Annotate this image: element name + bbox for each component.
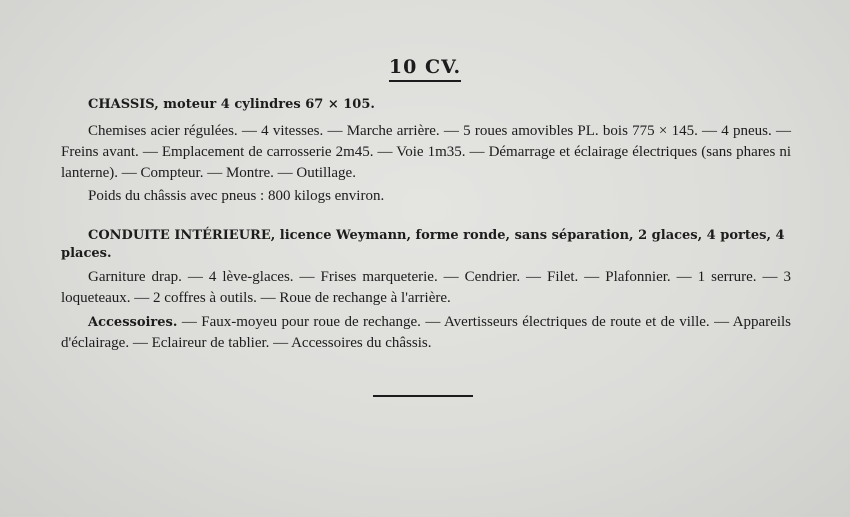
chassis-paragraph: Chemises acier régulées. — 4 vitesses. — Marche arrière. — 5 roues amovibles PL. bois 775 × 145. — 4 pneus. — Freins avant. — Emplacement de carrosserie 2m45. — Voie 1m35. — Démarrage et éclairage électriques (sans phares ni lanterne). — Compteur. — Montre. — Outillage. [61,123,791,181]
accessories-text: — Faux-moyeu pour roue de rechange. — Avertisseurs électriques de route et de ville. — Appareils d'éclairage. — Eclaireur de tablier. — Accessoires du châssis. [61,314,791,351]
closing-rule [373,395,473,397]
accessories-label: Accessoires. [88,315,178,330]
accessories-paragraph [61,312,791,354]
chassis-weight: Poids du châssis avec pneus : 800 kilogs environ. [88,188,385,204]
chassis-heading: CHASSIS, moteur 4 cylindres 67 × 105. [88,97,375,112]
conduite-paragraph: Garniture drap. — 4 lève-glaces. — Frises marqueterie. — Cendrier. — Filet. — Plafonnier. — 1 serrure. — 3 loqueteaux. — 2 coffres à outils. — Roue de rechange à l'arrière. [61,269,791,306]
page-title [0,56,850,78]
page-title-text: 10 CV. [389,56,461,82]
conduite-heading: CONDUITE INTÉRIEURE, licence Weymann, forme ronde, sans séparation, 2 glaces, 4 portes, 4 places. [61,228,785,261]
